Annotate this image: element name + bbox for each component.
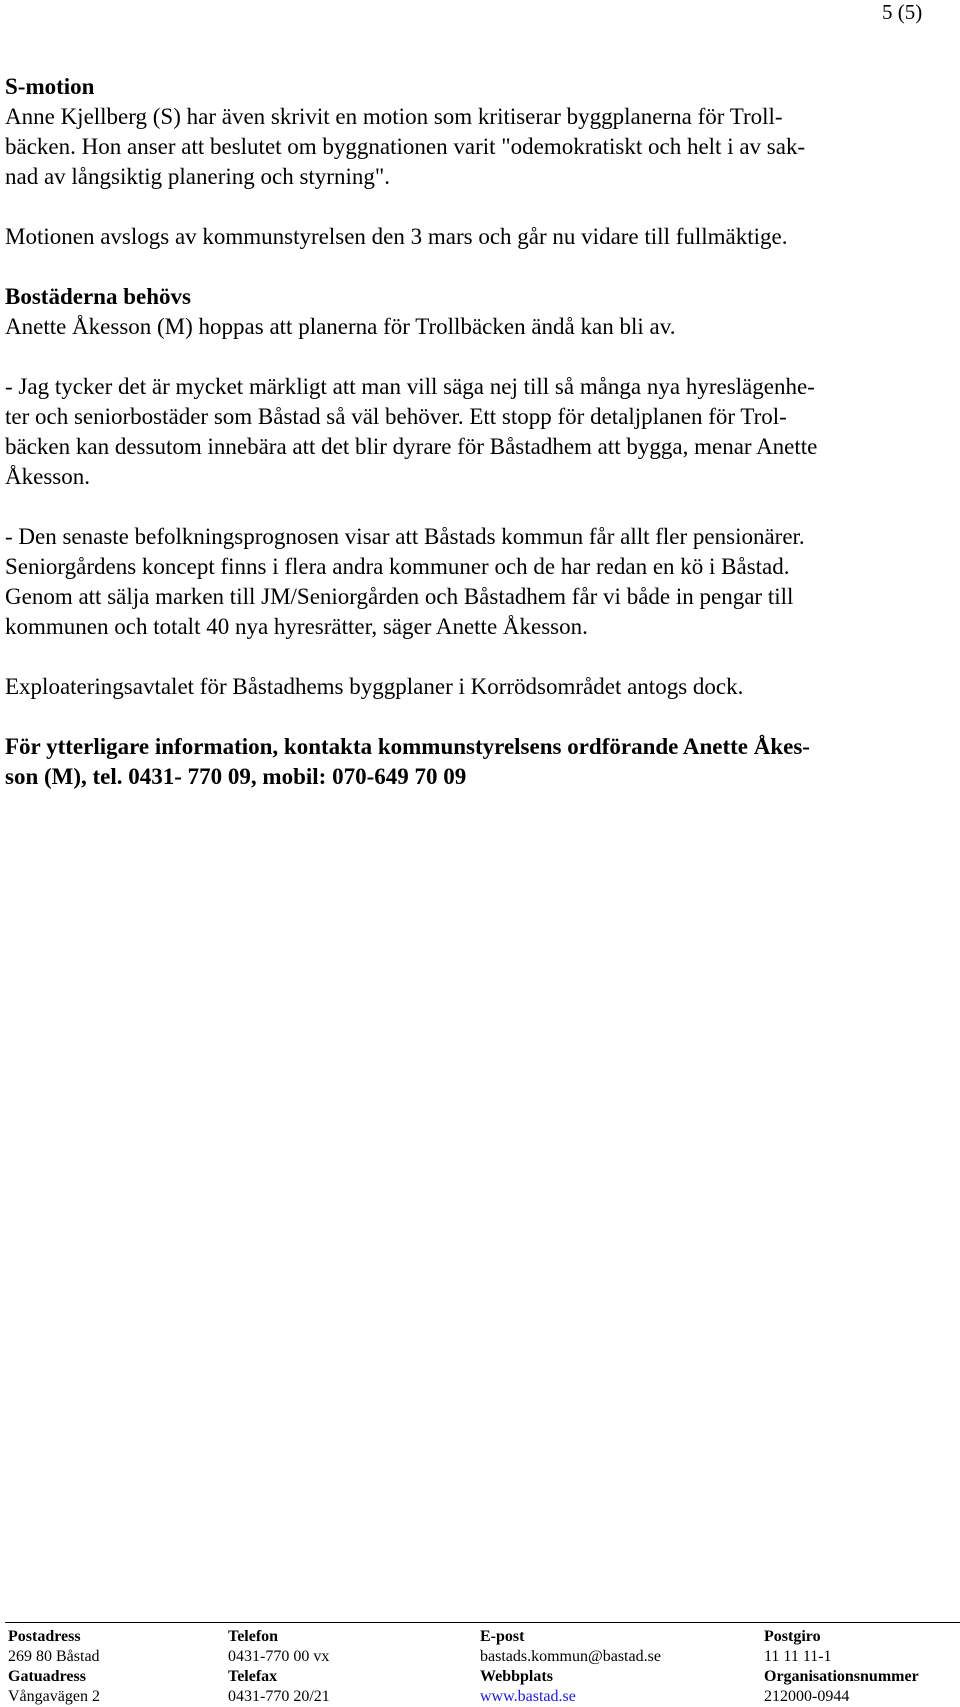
paragraph-bostaderna-1: Anette Åkesson (M) hoppas att planerna för Trollbäcken ändå kan bli av. <box>5 314 676 339</box>
footer-telefon: 0431-770 00 vx <box>228 1648 330 1665</box>
footer-label-postgiro: Postgiro <box>764 1628 821 1645</box>
footer-row-labels-1 <box>0 1627 960 1647</box>
footer-label-telefon: Telefon <box>228 1628 279 1645</box>
footer-postadress: 269 80 Båstad <box>8 1648 100 1665</box>
footer-row-labels-2 <box>0 1667 960 1687</box>
footer-website-link[interactable]: www.bastad.se <box>480 1688 576 1705</box>
footer-label-organisationsnummer: Organisationsnummer <box>764 1668 919 1685</box>
footer-divider <box>5 1622 960 1623</box>
footer-postgiro: 11 11 11-1 <box>764 1648 832 1665</box>
footer <box>0 1627 960 1707</box>
paragraph-bostaderna-4: Exploateringsavtalet för Båstadhems byggplaner i Korrödsområdet antogs dock. <box>5 674 744 699</box>
heading-bostaderna: Bostäderna behövs <box>5 284 191 309</box>
footer-organisationsnummer: 212000-0944 <box>764 1688 850 1705</box>
footer-label-telefax: Telefax <box>228 1668 278 1685</box>
footer-telefax: 0431-770 20/21 <box>228 1688 330 1705</box>
paragraph-bostaderna-3: - Den senaste befolkningsprognosen visar att Båstads kommun får allt fler pensionärer. Seniorgårdens koncept finns i flera andra kommuner och de har redan en kö i Båstad. Genom att sälja marken till JM/Seniorgården och Båstadhem får vi både in pengar till kommunen och totalt 40 nya hyresrätter, säger Anette Åkesson. <box>5 524 805 639</box>
footer-row-values-1 <box>0 1647 960 1667</box>
footer-label-epost: E-post <box>480 1628 525 1645</box>
page-number: 5 (5) <box>882 0 923 24</box>
footer-row-values-2 <box>0 1687 960 1707</box>
footer-email-link[interactable]: bastads.kommun@bastad.se <box>480 1648 661 1665</box>
footer-label-webbplats: Webbplats <box>480 1668 553 1685</box>
footer-gatuadress: Vångavägen 2 <box>8 1688 100 1705</box>
document-body <box>5 72 950 792</box>
paragraph-s-motion-1: Anne Kjellberg (S) har även skrivit en motion som kritiserar byggplanerna för Troll- bäcken. Hon anser att beslutet om byggnationen varit "odemokratiskt och helt i av sak- nad av långsiktig planering och styrning". <box>5 104 806 189</box>
paragraph-bostaderna-2: - Jag tycker det är mycket märkligt att man vill säga nej till så många nya hyreslägenhe- ter och seniorbostäder som Båstad så väl behöver. Ett stopp för detaljplanen för Trol- bäcken kan dessutom innebära att det blir dyrare för Båstadhem att bygga, menar Anette Åkesson. <box>5 374 818 489</box>
contact-info: För ytterligare information, kontakta kommunstyrelsens ordförande Anette Åkes- son (M), tel. 0431- 770 09, mobil: 070-649 70 09 <box>5 734 810 789</box>
heading-s-motion: S-motion <box>5 74 95 99</box>
footer-label-postadress: Postadress <box>8 1628 81 1645</box>
paragraph-s-motion-2: Motionen avslogs av kommunstyrelsen den 3 mars och går nu vidare till fullmäktige. <box>5 224 788 249</box>
footer-label-gatuadress: Gatuadress <box>8 1668 86 1685</box>
